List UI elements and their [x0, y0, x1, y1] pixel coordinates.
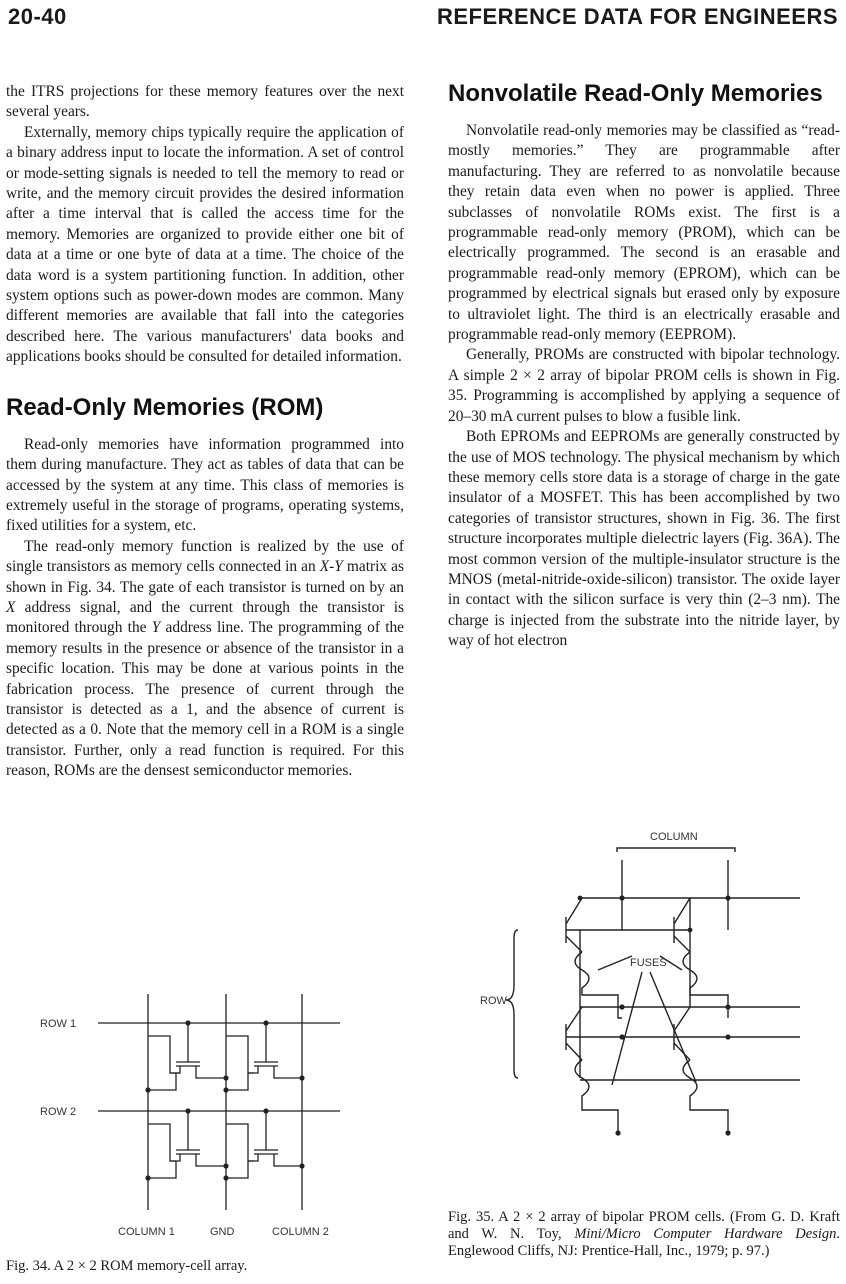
row2-label: ROW 2 [40, 1106, 77, 1118]
paragraph-rom-intro: Read-only memories have information programmed into them during manufacture. They act as tables of data that can be accessed by the system at any time. This class of memories is extremely useful in the storage of programs, operating systems, fixed utilities for a system, etc. [6, 435, 404, 535]
left-column [6, 82, 404, 782]
column1-label: COLUMN 1 [118, 1226, 175, 1238]
fuses-label: FUSES [630, 957, 667, 969]
column2-label: COLUMN 2 [272, 1226, 329, 1238]
paragraph-nonvolatile-intro: Nonvolatile read-only memories may be classified as “read-mostly memories.” They are programmable after manufacturing. They are referred to as nonvolatile because they retain data even when no power is applied. Three subclasses of nonvolatile ROMs exist. The first is a programmable read-only memory (PROM), which can be electrically programmed. The second is an erasable and programmable read-only memory (EPROM), which can be programmed by electrical signals but erased only by exposure to ultraviolet light. The third is an electrically erasable and programmable read-only memory (EEPROM). [448, 122, 840, 344]
page-number: 20-40 [8, 4, 67, 29]
running-title: REFERENCE DATA FOR ENGINEERS [436, 4, 838, 29]
heading-rom: Read-Only Memories (ROM) [6, 393, 324, 421]
paragraph-proms: Generally, PROMs are constructed with bipolar technology. A simple 2 × 2 array of bipolar PROM cells is shown in Fig. 35. Programming is accomplished by applying a sequence of 20–30 mA current pulses to blow a fusible link. [448, 346, 840, 425]
paragraph-continuation: the ITRS projections for these memory features over the next several years. [6, 83, 404, 121]
figure-35-caption: Fig. 35. A 2 × 2 array of bipolar PROM cells. (From G. D. Kraft and W. N. Toy, Mini/Micro Computer Hardware Design. Englewood Cliffs, NJ: Prentice-Hall, Inc., 1979; p. 97.) [448, 1209, 840, 1259]
rom-array-diagram [40, 990, 360, 1250]
figure-34-caption: Fig. 34. A 2 × 2 ROM memory-cell array. [6, 1258, 248, 1274]
row1-label: ROW 1 [40, 1018, 77, 1030]
paragraph-rom-function: The read-only memory function is realized by the use of single transistors as memory cells connected in an X-Y matrix as shown in Fig. 34. The gate of each transistor is turned on by an X address signal, and the current through the transistor is monitored through the Y address line. The programming of the memory results in the presence or absence of the transistor in a specific location. This may be done at various points in the fabrication process. The presence of current through the transistor is detected as a 1, and the absence of current is detected as a 0. Note that the memory cell in a ROM is a single transistor. Further, only a read function is required. For this reason, ROMs are the densest semiconductor memories. [6, 537, 405, 780]
paragraph-eproms: Both EPROMs and EEPROMs are generally constructed by the use of MOS technology. The physical mechanism by which these memory cells store data is a storage of charge in the gate insulator of a MOSFET. This has been accomplished by two categories of transistor structures, shown in Fig. 36. The first structure incorporates multiple dielectric layers (Fig. 36A). The most common version of the multiple-insulator structure is the MNOS (metal-nitride-oxide-silicon) transistor. The oxide layer in contact with the silicon surface is very thin (2–3 nm). The charge is injected from the substrate into the nitride layer, by way of hot electron [448, 428, 840, 650]
gnd-label: GND [210, 1226, 235, 1238]
row-label: ROW [480, 995, 507, 1007]
column-label: COLUMN [650, 831, 698, 843]
prom-array-diagram [470, 820, 810, 1160]
heading-nonvolatile: Nonvolatile Read-Only Memories [448, 80, 823, 107]
right-column [448, 80, 840, 652]
paragraph-memory-chips: Externally, memory chips typically require the application of a binary address input to locate the information. A set of control or mode-setting signals is needed to tell the memory to read or write, and the memory circuit provides the desired information after a time interval that is called the access time for the memory. Memories are organized to provide either one bit of data at a time or one byte of data at a time. The choice of the data word is a system partitioning function. In addition, other system options such as power-down modes are common. Many different memories are available that fall into the categories described here. The various manufacturers' data books and applications books should be consulted for detailed information. [6, 123, 404, 366]
